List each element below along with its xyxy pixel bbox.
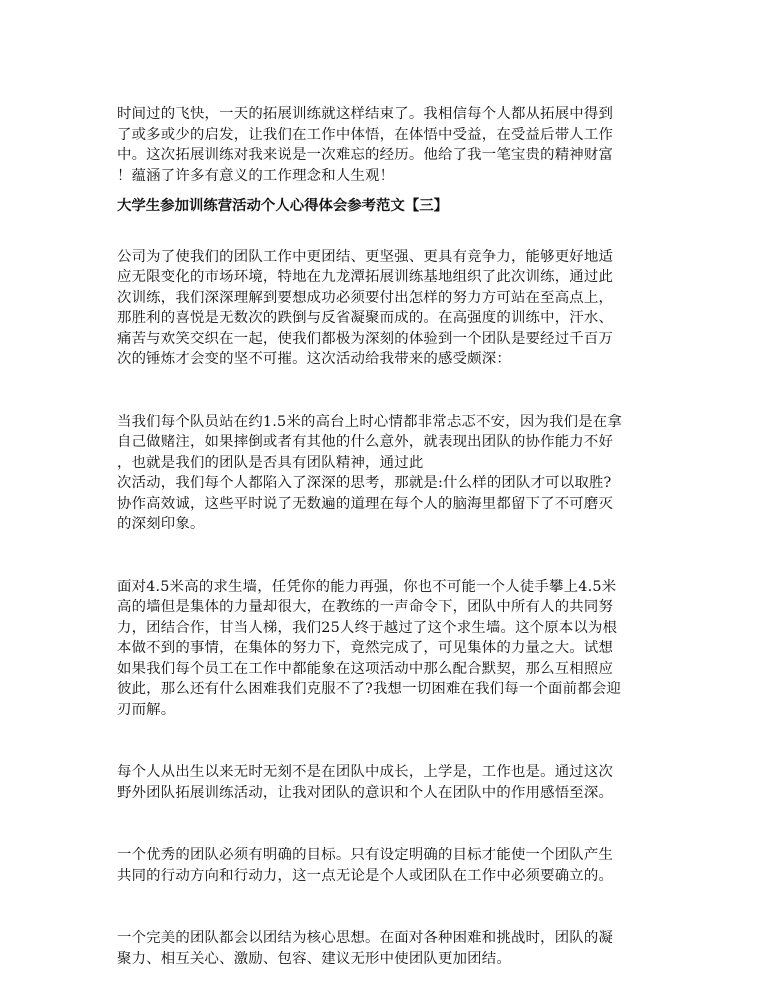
text-line: 力，团结合作，甘当人梯，我们25人终于越过了这个求生墙。这个原本以为根 [117, 619, 618, 636]
text-line: 自己做赌注，如果摔倒或者有其他的什么意外，就表现出团队的协作能力不好 [117, 434, 614, 450]
body-paragraph-3 [117, 577, 657, 721]
text-line: 面对4.5米高的求生墙，任凭你的能力再强，你也不可能一个人徒手攀上4.5米 [117, 578, 617, 595]
text-line: 时间过的飞快，一天的拓展训练就这样结束了。我相信每个人都从拓展中得到 [117, 106, 614, 122]
text-line: 次的锤炼才会变的坚不可摧。这次活动给我带来的感受颇深： [117, 351, 511, 367]
text-line: 共同的行动方向和行动力，这一点无论是个人或团队在工作中必须要确立的。 [117, 867, 614, 884]
text-line: 高的墙但是集体的力量却很大，在教练的一声命令下，团队中所有人的共同努 [117, 599, 614, 615]
text-line: 的深刻印象。 [117, 516, 205, 532]
text-line: 刃而解。 [117, 701, 176, 718]
text-line: ，也就是我们的团队是否具有团队精神，通过此 [117, 454, 424, 471]
text-line: 了或多或少的启发，让我们在工作中体悟，在体悟中受益，在受益后带人工作 [117, 126, 614, 143]
body-paragraph-5 [117, 845, 657, 886]
text-line: 痛苦与欢笑交织在一起，使我们都极为深刻的体验到一个团队是要经过千百万 [117, 330, 614, 347]
text-line: 次活动，我们每个人都陷入了深深的思考，那就是:什么样的团队才可以取胜? [117, 475, 612, 491]
body-paragraph-2 [117, 412, 657, 535]
text-line: 彼此，那么还有什么困难我们克服不了?我想一切困难在我们每一个面前都会迎 [117, 681, 621, 697]
text-line: 次训练，我们深深理解到要想成功必须要付出怎样的努力方可站在至高点上， [117, 289, 614, 306]
body-paragraph-6 [117, 928, 657, 969]
text-line: 每个人从出生以来无时无刻不是在团队中成长，上学是，工作也是。通过这次 [117, 764, 614, 780]
text-line: 野外团队拓展训练活动，让我对团队的意识和个人在团队中的作用感悟至深。 [117, 784, 614, 801]
text-line: 本做不到的事情，在集体的努力下，竟然完成了，可见集体的力量之大。试想 [117, 640, 614, 656]
text-line: 公司为了使我们的团队工作中更团结、更坚强、更具有竞争力，能够更好地适 [117, 248, 614, 265]
document-page [117, 104, 657, 969]
text-line: 一个完美的团队都会以团结为核心思想。在面对各种困难和挑战时，团队的凝 [117, 930, 614, 946]
text-line: 一个优秀的团队必须有明确的目标。只有设定明确的目标才能使一个团队产生 [117, 847, 614, 863]
body-paragraph-4 [117, 762, 657, 803]
text-line: 聚力、相互关心、激励、包容、建议无形中使团队更加团结。 [117, 950, 511, 967]
text-line: ！蕴涵了许多有意义的工作理念和人生观！ [117, 167, 395, 184]
intro-paragraph [117, 104, 657, 186]
text-line: 应无限变化的市场环境，特地在九龙潭拓展训练基地组织了此次训练，通过此 [117, 269, 614, 285]
section-heading: 大学生参加训练营活动个人心得体会参考范文【三】 [117, 197, 448, 214]
body-paragraph-1 [117, 247, 657, 370]
text-line: 中。这次拓展训练对我来说是一次难忘的经历。他给了我一笔宝贵的精神财富 [117, 147, 614, 163]
text-line: 那胜利的喜悦是无数次的跌倒与反省凝聚而成的。在高强度的训练中，汗水、 [117, 310, 614, 326]
text-line: 协作高效诚，这些平时说了无数遍的道理在每个人的脑海里都留下了不可磨灭 [117, 495, 614, 512]
text-line: 如果我们每个员工在工作中都能象在这项活动中那么配合默契，那么互相照应 [117, 660, 614, 677]
text-line: 当我们每个队员站在约1.5米的高台上时心情都非常忐忑不安，因为我们是在拿 [117, 413, 622, 430]
